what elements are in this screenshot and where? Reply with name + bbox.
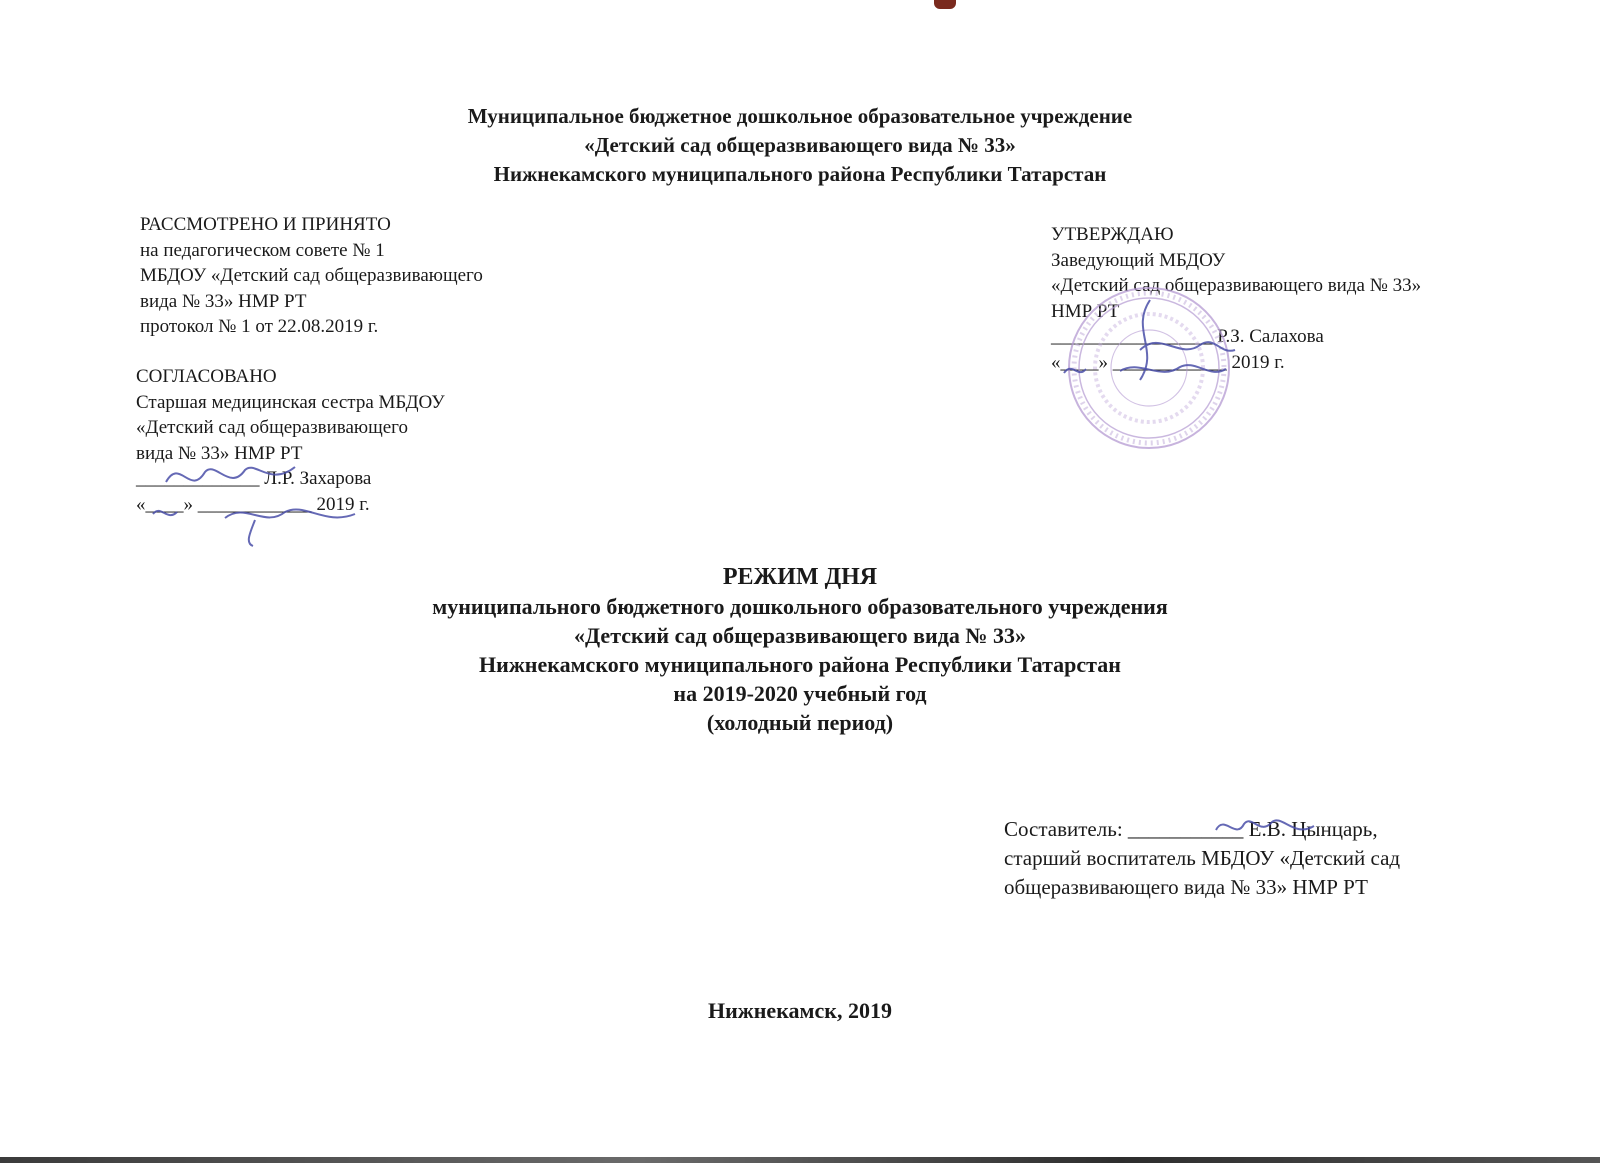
title-line-5: на 2019-2020 учебный год xyxy=(673,681,927,706)
compiler-line-2: старший воспитатель МБДОУ «Детский сад xyxy=(1004,846,1401,870)
agreement-line-2: Старшая медицинская сестра МБДОУ xyxy=(136,391,445,413)
approval-left-line-3: МБДОУ «Детский сад общеразвивающего xyxy=(140,265,483,286)
scan-edge xyxy=(0,1157,1600,1163)
approval-left-line-1: РАССМОТРЕНО И ПРИНЯТО xyxy=(140,214,391,235)
agreement-line-1: СОГЛАСОВАНО xyxy=(136,366,277,387)
approval-left-line-5: протокол № 1 от 22.08.2019 г. xyxy=(140,316,379,337)
agreement-block xyxy=(136,364,445,517)
paper-mark xyxy=(934,0,956,9)
approval-right-line-3: «Детский сад общеразвивающего вида № 33» xyxy=(1051,275,1422,296)
title-line-3: «Детский сад общеразвивающего вида № 33» xyxy=(574,623,1026,648)
compiler-block xyxy=(1004,815,1400,902)
title-line-4: Нижнекамского муниципального района Республики Татарстан xyxy=(479,652,1121,677)
title-line-6: (холодный период) xyxy=(706,710,894,735)
title-line-2: муниципального бюджетного дошкольного образовательного учреждения xyxy=(432,594,1168,619)
approval-left-line-4: вида № 33» НМР РТ xyxy=(140,290,307,312)
approval-right-line-1: УТВЕРЖДАЮ xyxy=(1051,224,1174,245)
approval-right-line-2: Заведующий МБДОУ xyxy=(1051,249,1226,271)
compiler-line-1: Составитель: ___________ Е.В. Цынцарь, xyxy=(1004,817,1378,841)
agreement-line-6: «____» ____________ 2019 г. xyxy=(136,493,370,515)
approval-right-block xyxy=(1051,222,1421,375)
institution-header xyxy=(0,102,1600,189)
document-title xyxy=(0,563,1600,737)
title-main: РЕЖИМ ДНЯ xyxy=(722,564,878,590)
header-line-2: «Детский сад общеразвивающего вида № 33» xyxy=(584,133,1016,157)
approval-left-block xyxy=(140,212,483,340)
approval-right-line-5: _________________ Р.З. Салахова xyxy=(1051,326,1324,347)
compiler-line-3: общеразвивающего вида № 33» НМР РТ xyxy=(1004,875,1368,899)
agreement-line-4: вида № 33» НМР РТ xyxy=(136,442,303,464)
approval-right-line-6: «____» ____________ 2019 г. xyxy=(1051,351,1285,373)
approval-left-line-2: на педагогическом совете № 1 xyxy=(140,239,385,261)
agreement-line-5: _____________ Л.Р. Захарова xyxy=(136,468,372,489)
city-year: Нижнекамск, 2019 xyxy=(708,998,892,1023)
approval-right-line-4: НМР РТ xyxy=(1051,300,1120,322)
header-line-3: Нижнекамского муниципального района Республики Татарстан xyxy=(493,162,1107,186)
agreement-line-3: «Детский сад общеразвивающего xyxy=(136,417,408,438)
header-line-1: Муниципальное бюджетное дошкольное образовательное учреждение xyxy=(467,104,1133,128)
